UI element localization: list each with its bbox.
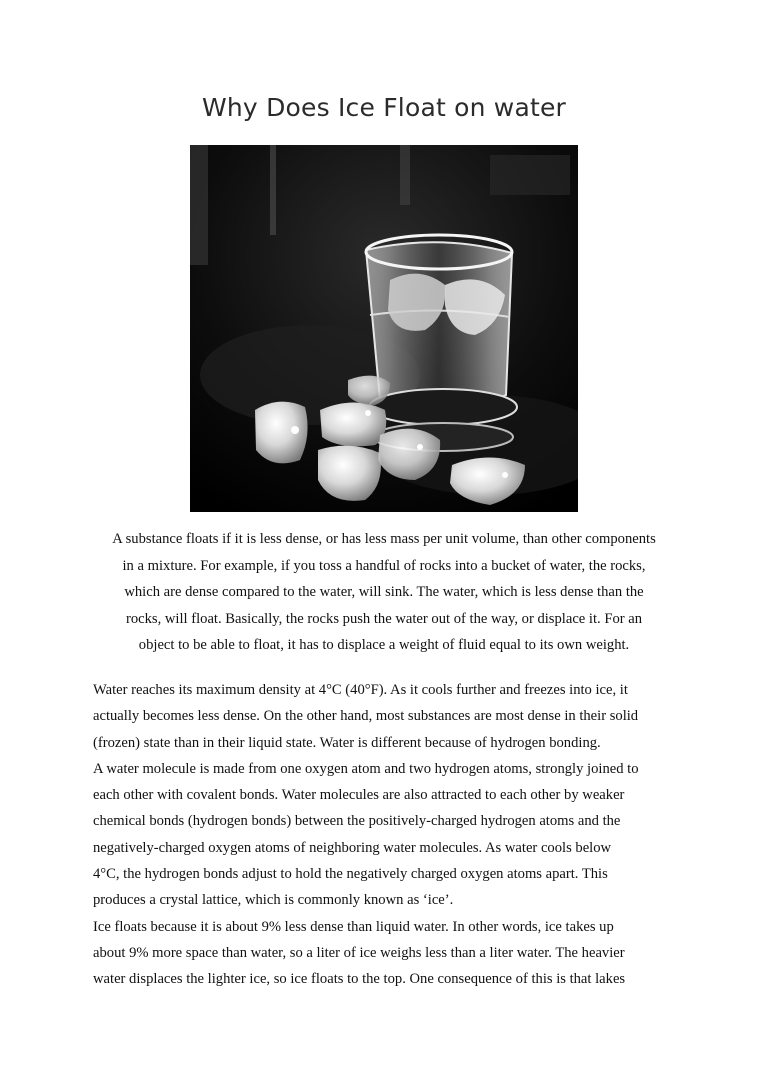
text-line: chemical bonds (hydrogen bonds) between the positively-charged hydrogen atoms and the (93, 813, 621, 830)
text-line: rocks, will float. Basically, the rocks push the water out of the way, or displace it. For an (125, 610, 643, 627)
text-line: 4°C, the hydrogen bonds adjust to hold the negatively charged oxygen atoms apart. This (93, 866, 608, 883)
text-line: object to be able to float, it has to displace a weight of fluid equal to its own weight. (138, 637, 630, 654)
text-line: in a mixture. For example, if you toss a handful of rocks into a bucket of water, the rocks, (122, 557, 646, 574)
text-line: Ice floats because it is about 9% less dense than liquid water. In other words, ice takes up (93, 918, 614, 935)
page-title: Why Does Ice Float on water (201, 93, 567, 122)
text-line: water displaces the lighter ice, so ice floats to the top. One consequence of this is that lakes (93, 971, 626, 988)
text-line: produces a crystal lattice, which is commonly known as ‘ice’. (93, 892, 454, 909)
text-line: actually becomes less dense. On the other hand, most substances are most dense in their solid (93, 708, 639, 725)
text-line: negatively-charged oxygen atoms of neighboring water molecules. As water cools below (93, 839, 612, 856)
text-line: (frozen) state than in their liquid state. Water is different because of hydrogen bonding. (93, 734, 601, 751)
text-line: A substance floats if it is less dense, or has less mass per unit volume, than other components (112, 531, 656, 547)
ice-glass-photo (190, 145, 578, 512)
text-line: each other with covalent bonds. Water molecules are also attracted to each other by weaker (93, 787, 625, 804)
paragraph-floating (82, 526, 686, 659)
paragraph-density (93, 677, 683, 993)
text-line: which are dense compared to the water, will sink. The water, which is less dense than the (124, 584, 644, 601)
text-line: A water molecule is made from one oxygen atom and two hydrogen atoms, strongly joined to (93, 760, 639, 777)
text-line: about 9% more space than water, so a liter of ice weighs less than a liter water. The heavier (93, 944, 625, 961)
text-line: Water reaches its maximum density at 4°C (40°F). As it cools further and freezes into ice, it (93, 682, 628, 698)
